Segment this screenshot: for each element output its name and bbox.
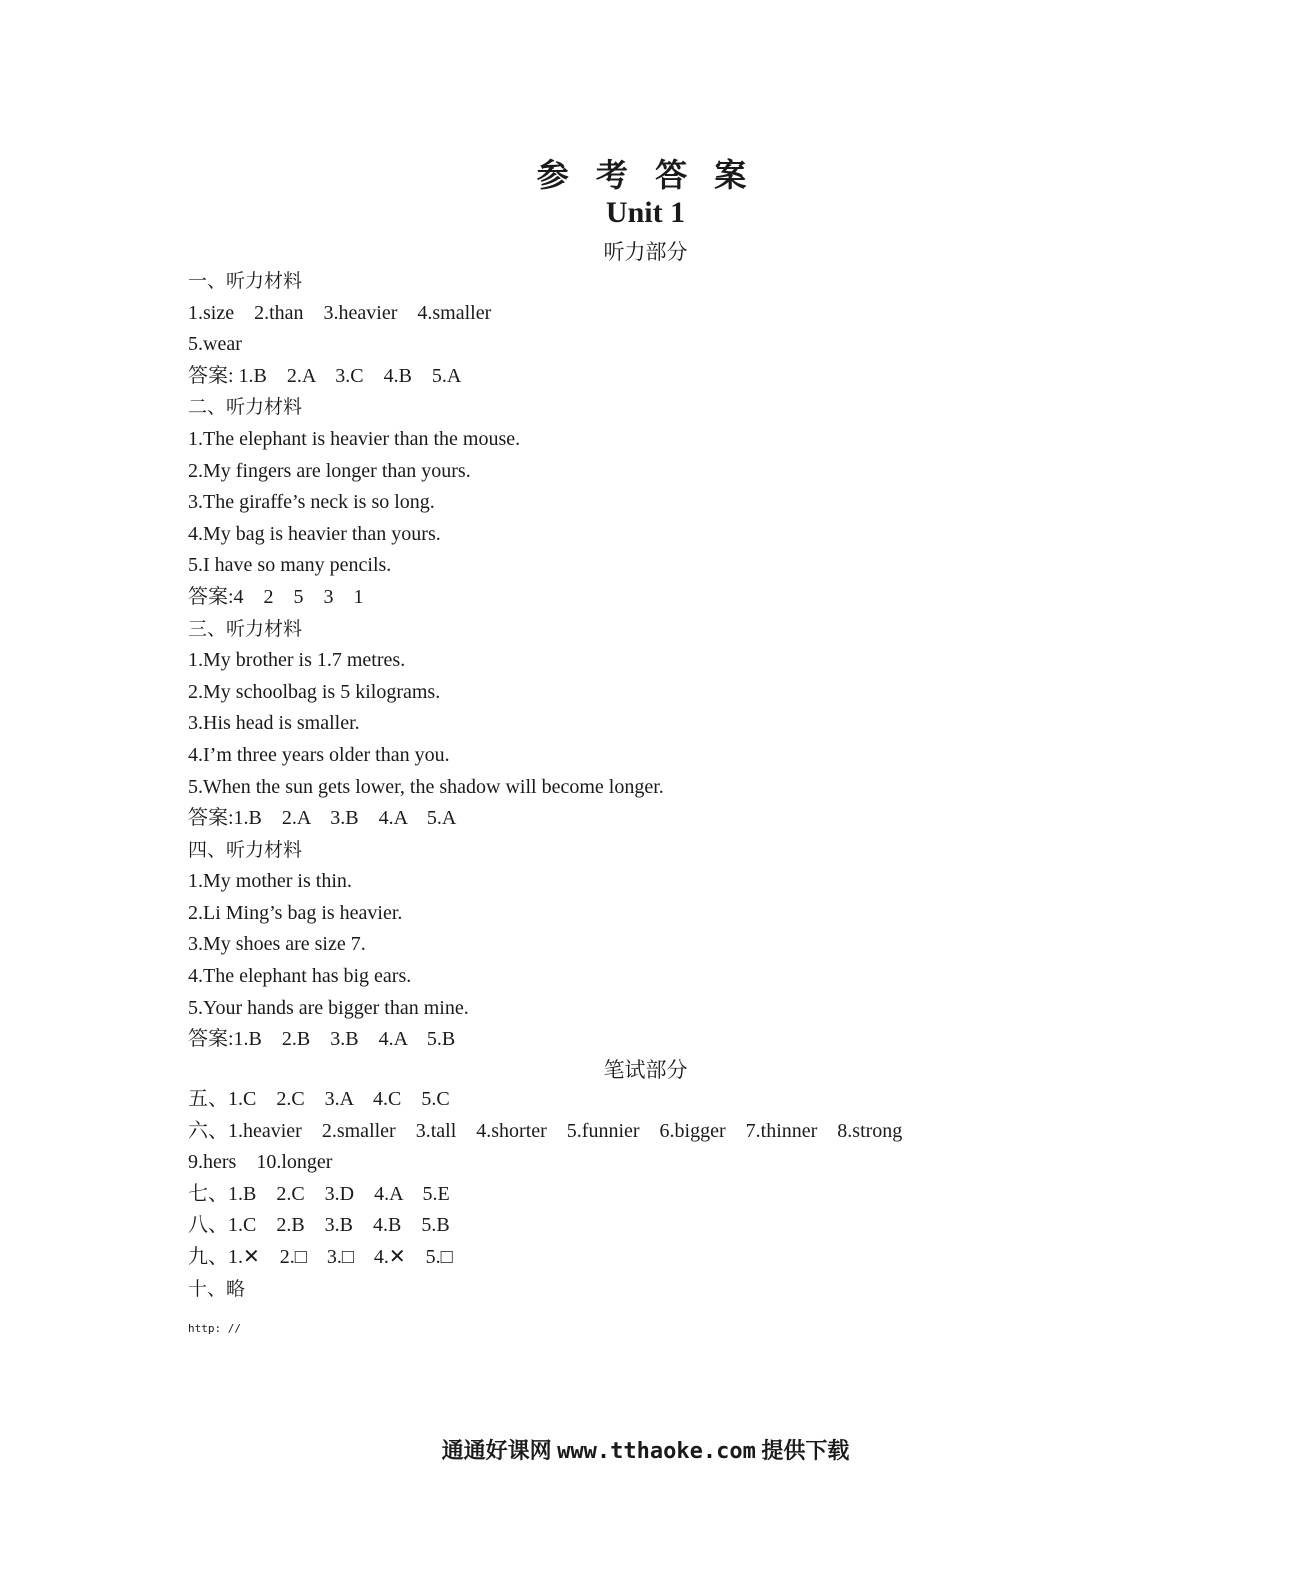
answer-line: 1.The elephant is heavier than the mouse. — [188, 427, 521, 450]
answer-line: 答案: 1.B 2.A 3.C 4.B 5.A — [188, 364, 462, 387]
answer-line: 2.Li Ming’s bag is heavier. — [188, 901, 403, 924]
page-title: 参 考 答 案 — [536, 156, 755, 194]
answer-line: 一、听力材料 — [188, 270, 303, 292]
footer-banner — [0, 1434, 1291, 1465]
answer-line: 四、听力材料 — [188, 838, 303, 861]
answer-line: 4.I’m three years older than you. — [188, 743, 450, 766]
answer-line: 5.wear — [188, 333, 242, 356]
unit-heading: Unit 1 — [605, 196, 686, 229]
listening-answers — [188, 266, 1188, 1056]
link-text[interactable]: http: // — [188, 1322, 241, 1335]
answer-line: 九、1.✕ 2.□ 3.□ 4.✕ 5.□ — [188, 1245, 453, 1268]
answer-line: 2.My fingers are longer than yours. — [188, 459, 471, 482]
answer-line: 二、听力材料 — [188, 396, 303, 419]
answer-line: 答案:1.B 2.A 3.B 4.A 5.A — [188, 807, 457, 830]
footer-download-text: 提供下载 — [761, 1439, 850, 1464]
answer-line: 5.Your hands are bigger than mine. — [188, 996, 469, 1019]
answer-line: 3.My shoes are size 7. — [188, 933, 366, 956]
writing-section-heading: 笔试部分 — [603, 1058, 688, 1082]
answer-line: 2.My schoolbag is 5 kilograms. — [188, 680, 441, 703]
answer-line: 5.When the sun gets lower, the shadow will become longer. — [188, 775, 664, 798]
writing-answers — [188, 1084, 1188, 1305]
answer-line: 三、听力材料 — [188, 617, 303, 640]
answer-line: 1.My mother is thin. — [188, 870, 352, 893]
footer-site-name: 通通好课网 — [441, 1439, 552, 1464]
answer-line: 答案:4 2 5 3 1 — [188, 585, 364, 608]
answer-line: 八、1.C 2.B 3.B 4.B 5.B — [188, 1214, 450, 1237]
answer-line: 七、1.B 2.C 3.D 4.A 5.E — [188, 1182, 450, 1205]
answer-line: 十、略 — [188, 1277, 246, 1300]
answer-line: 答案:1.B 2.B 3.B 4.A 5.B — [188, 1028, 456, 1051]
answer-line: 5.I have so many pencils. — [188, 554, 392, 577]
answer-line: 3.The giraffe’s neck is so long. — [188, 491, 435, 514]
listening-section-heading: 听力部分 — [603, 240, 688, 264]
answer-line: 五、1.C 2.C 3.A 4.C 5.C — [188, 1088, 450, 1110]
answer-line: 1.size 2.than 3.heavier 4.smaller — [188, 301, 492, 324]
answer-line: 1.My brother is 1.7 metres. — [188, 649, 406, 672]
footer-site-url[interactable]: www.tthaoke.com — [557, 1439, 756, 1464]
answer-line: 9.hers 10.longer — [188, 1151, 333, 1174]
answer-line: 3.His head is smaller. — [188, 712, 360, 735]
answer-line: 六、1.heavier 2.smaller 3.tall 4.shorter 5.funnier 6.bigger 7.thinner 8.strong — [188, 1119, 903, 1142]
answer-line: 4.The elephant has big ears. — [188, 965, 412, 988]
answer-line: 4.My bag is heavier than yours. — [188, 522, 441, 545]
